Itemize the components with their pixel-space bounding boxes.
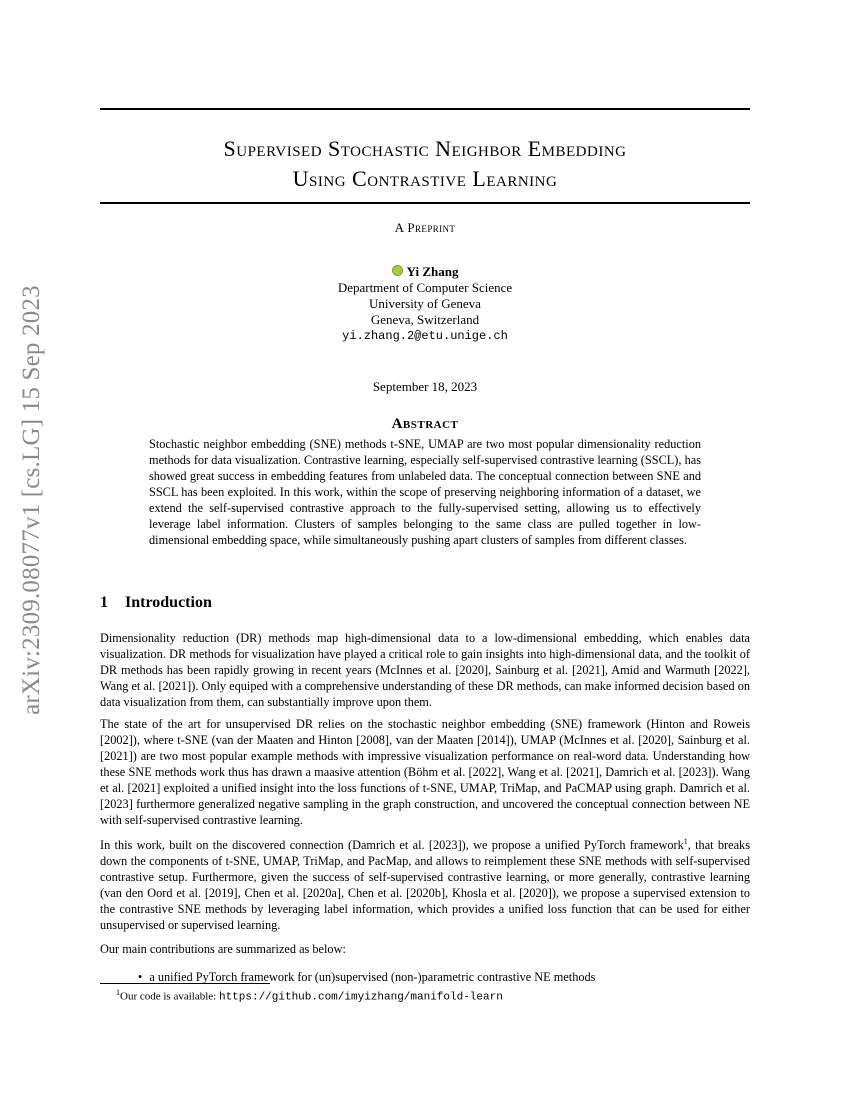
paragraph: [100, 834, 750, 933]
arxiv-id: arXiv:2309.08077v1 [cs.LG] 15 Sep 2023: [18, 285, 45, 715]
title-bottom-rule: [100, 202, 750, 204]
author-block: [100, 264, 750, 344]
footnote-mark: 1: [116, 988, 120, 997]
footnote-rule: [100, 983, 270, 984]
section-number: 1: [100, 594, 108, 611]
title-top-rule: [100, 108, 750, 110]
author-department: Department of Computer Science: [337, 280, 513, 295]
intro-body: [100, 630, 750, 985]
orcid-icon[interactable]: [392, 265, 403, 276]
author-university: University of Geneva: [369, 296, 481, 311]
paragraph-3-main: In this work, built on the discovered connection (Damrich et al. [2023]), we propose a unified PyTorch framework: [100, 838, 684, 853]
contributions-intro: Our main contributions are summarized as below:: [100, 942, 346, 957]
author-email[interactable]: yi.zhang.2@etu.unige.ch: [342, 329, 508, 343]
footnote-text: Our code is available:: [120, 990, 219, 1003]
author-location: Geneva, Switzerland: [370, 312, 480, 327]
footnote-url[interactable]: https://github.com/imyizhang/manifold-learn: [218, 991, 503, 1004]
preprint-label: A Preprint: [394, 220, 456, 235]
paper-title: [100, 134, 750, 194]
footnote: [116, 988, 503, 1004]
paper-date: September 18, 2023: [372, 379, 478, 394]
title-line-2: Using Contrastive Learning: [292, 166, 558, 191]
section-heading: [100, 594, 212, 612]
arxiv-stamp: [2, 285, 62, 715]
section-title: Introduction: [125, 594, 212, 611]
abstract-heading: Abstract: [391, 416, 459, 432]
title-line-1: Supervised Stochastic Neighbor Embedding: [223, 136, 627, 161]
abstract-text: Stochastic neighbor embedding (SNE) methods t-SNE, UMAP are two most popular dimensionality reduction methods for data visualization. Contrastive learning, especially self-supervised contrastive learning (SSCL), has showed great success in embedding features from unlabeled data. The conceptual connection between SNE and SSCL has been exploited. In this work, within the scope of preserving neighboring information of a dataset, we extend the self-supervised contrastive approach to the fully-supervised setting, allowing us to effectively leverage label information. Clusters of samples belonging to the same class are pulled together in low-dimensional embedding space, while simultaneously pushing apart clusters of samples from different classes.: [149, 437, 701, 547]
list-item: • a unified PyTorch framework for (un)supervised (non-)parametric contrastive NE methods: [138, 969, 750, 985]
author-name: Yi Zhang: [406, 264, 459, 279]
paragraph: Dimensionality reduction (DR) methods map high-dimensional data to a low-dimensional embedding, which enables data visualization. DR methods for visualization have played a critical role to gain insights into high-dimensional data, and the toolkit of DR methods has been rapidly growing in recent years (McInnes et al. [2020], Sainburg et al. [2021], Amid and Warmuth [2022], Wang et al. [2021]). Only equiped with a comprehensive understanding of these DR methods, can make informed decision based on data visualization from them, can substantially improve upon them.: [100, 631, 750, 709]
footnote-ref[interactable]: 1: [683, 837, 688, 846]
paragraph-3-rest: , that breaks down the components of t-SNE, UMAP, TriMap, and PacMap, and allows to reimplement these SNE methods with self-supervised contrastive setup. Furthermore, given the success of self-supervised contrastive learning, or more generally, contrastive learning (van den Oord et al. [2019], Chen et al. [2020a], Chen et al. [2020b], Khosla et al. [2020]), we propose a supervised extension to the contrastive SNE methods by leveraging label information, which provides a unified loss function that can be used for either unsupervised or supervised learning.: [100, 838, 750, 933]
paragraph: The state of the art for unsupervised DR relies on the stochastic neighbor embedding (SNE) framework (Hinton and Roweis [2002]), where t-SNE (van der Maaten and Hinton [2008], van der Maaten [2014]), UMAP (McInnes et al. [2020], Sainburg et al. [2021]) are two most popular example methods with impressive visualization performance on real-word data. Understanding how these SNE methods work thus has drawn a maasive attention (Böhm et al. [2022], Wang et al. [2021], Damrich et al. [2023]). Wang et al. [2021] exploited a unified insight into the loss functions of t-SNE, UMAP, TriMap, and PaCMAP using graph. Damrich et al. [2023] furthermore generalized negative sampling in the graph construction, and uncovered the conceptual connection between NE with self-supervised contrastive learning.: [100, 717, 750, 827]
